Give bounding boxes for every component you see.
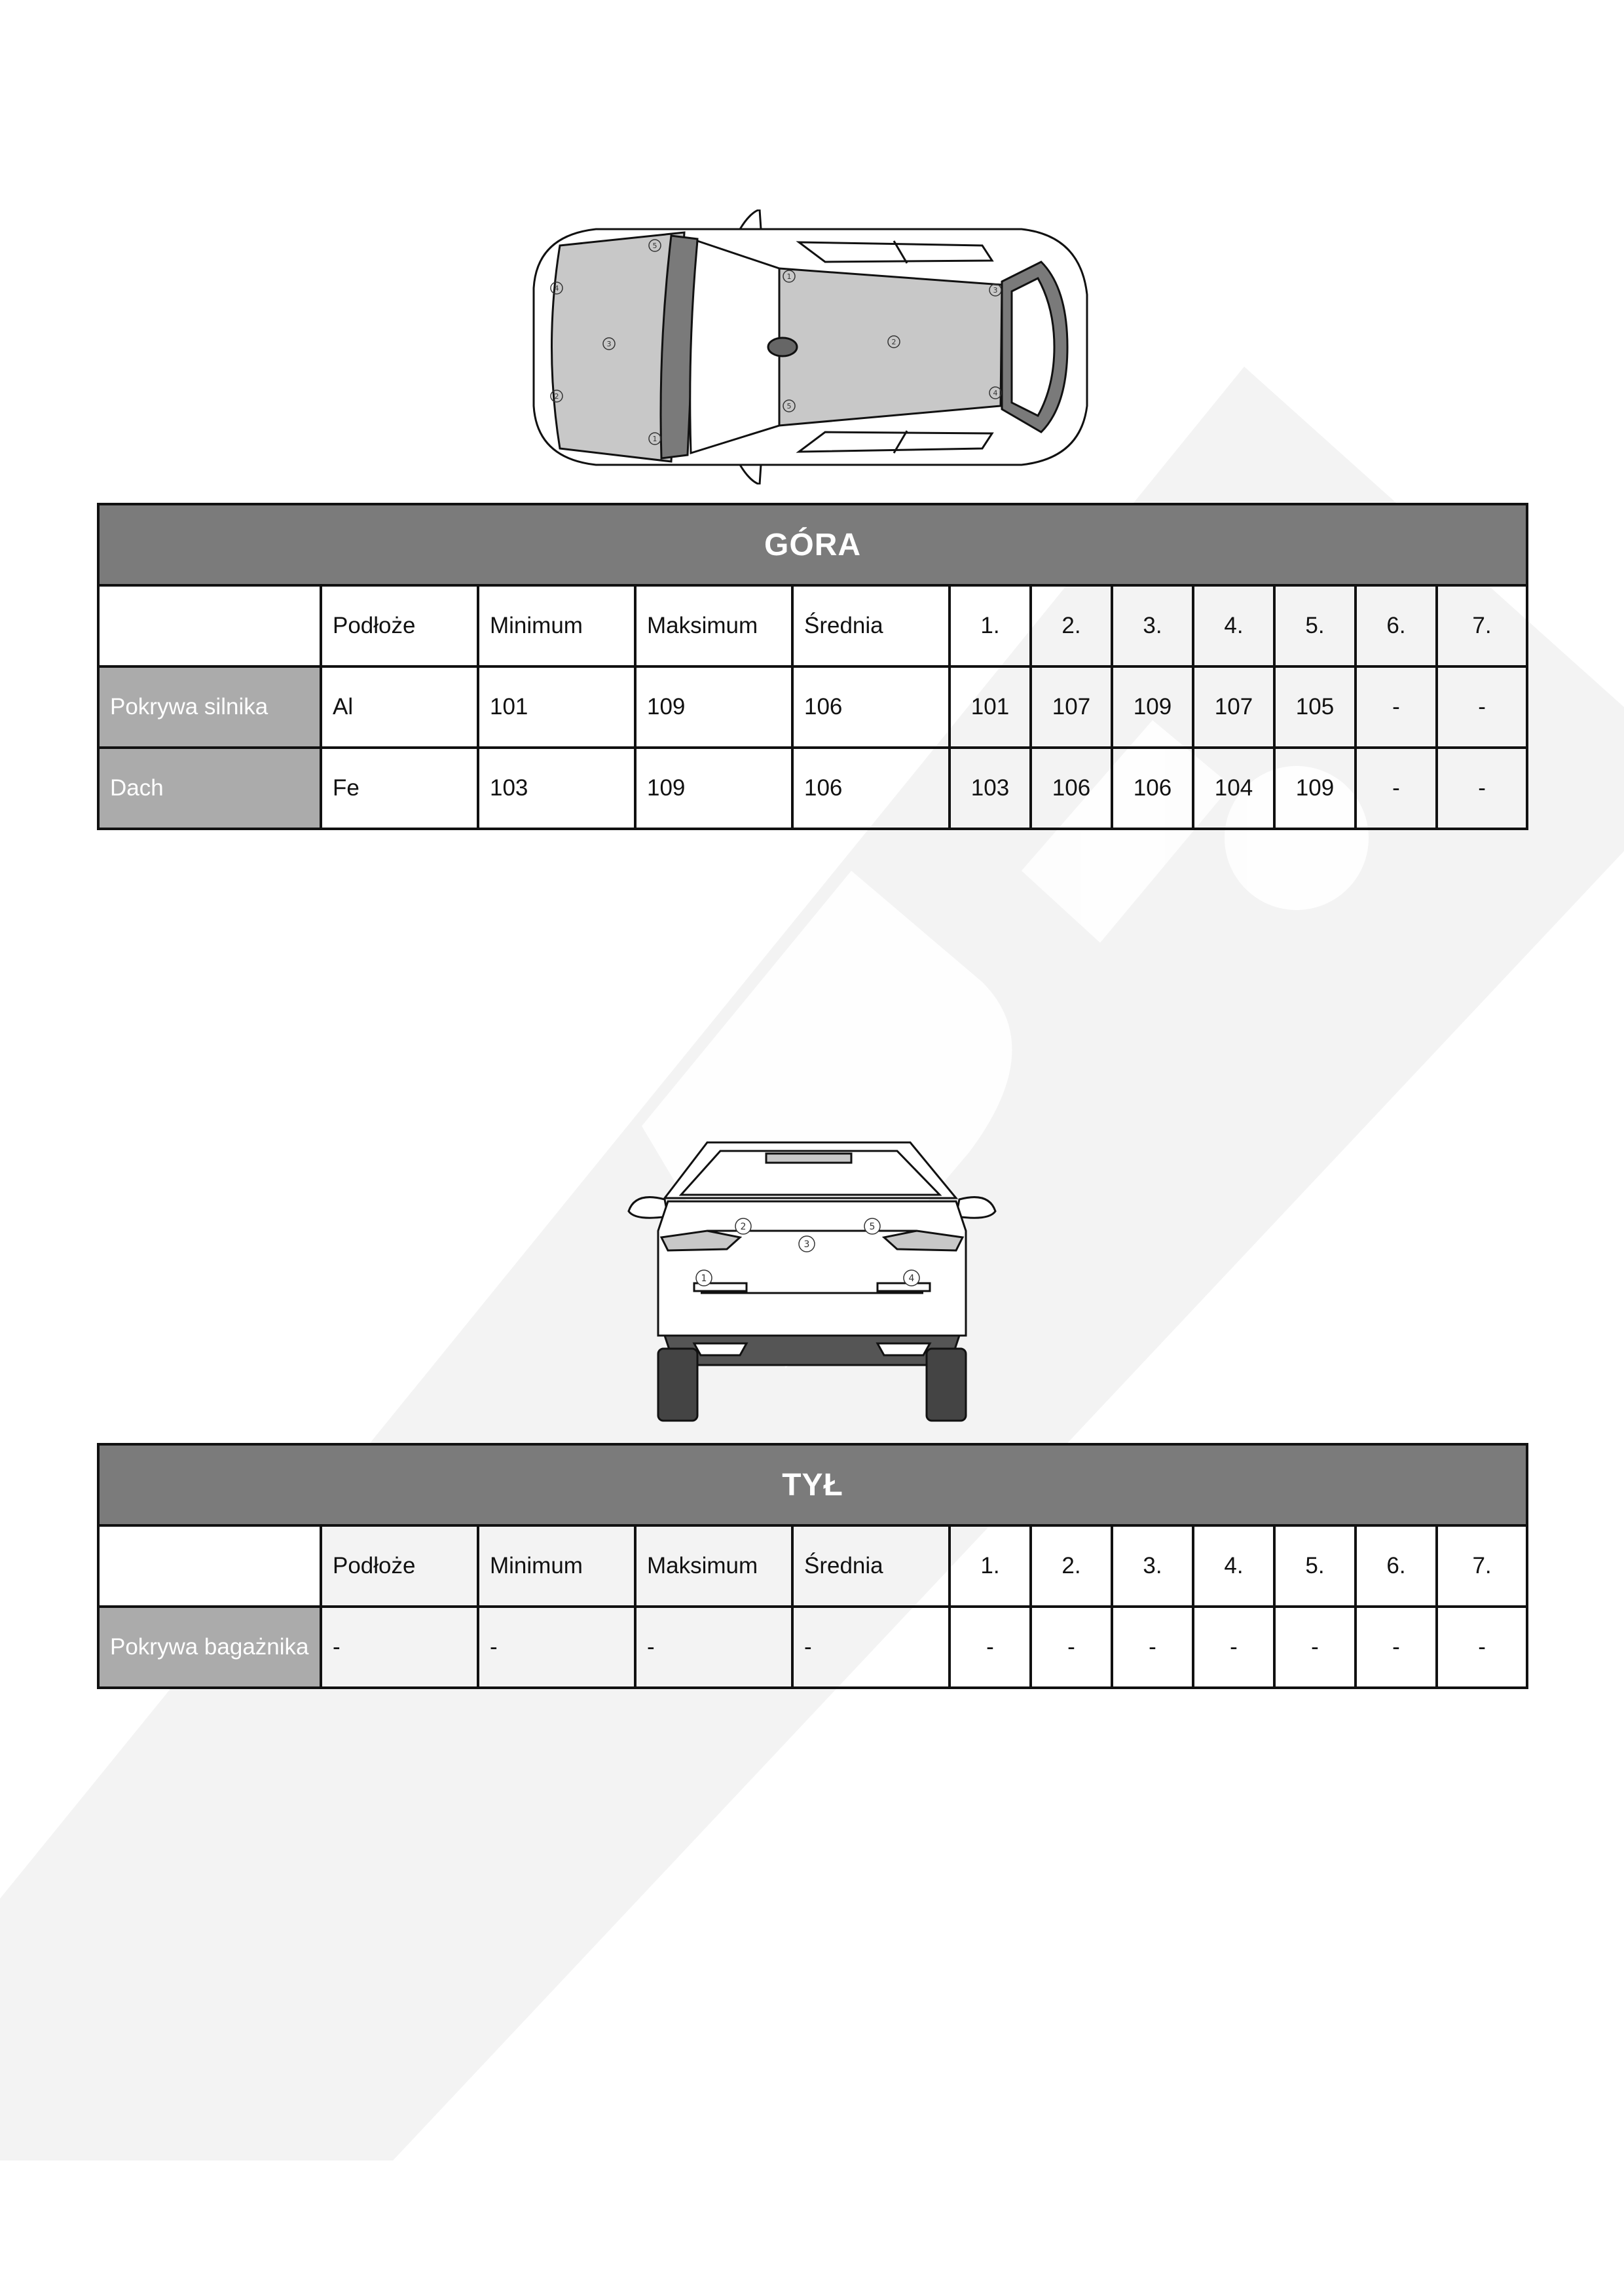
column-header: 7. bbox=[1437, 585, 1527, 666]
table-cell: 109 bbox=[1112, 666, 1193, 748]
empty-header-cell bbox=[98, 1525, 321, 1607]
column-header: Minimum bbox=[478, 585, 635, 666]
table-cell: - bbox=[478, 1607, 635, 1688]
column-header-row bbox=[98, 585, 1527, 666]
table-cell: - bbox=[1356, 666, 1437, 748]
column-header: Podłoże bbox=[321, 585, 478, 666]
empty-header-cell bbox=[98, 585, 321, 666]
svg-text:4: 4 bbox=[993, 389, 998, 397]
table-cell: - bbox=[1112, 1607, 1193, 1688]
section-title: TYŁ bbox=[98, 1444, 1527, 1525]
measurement-table-top bbox=[97, 503, 1528, 830]
column-header: Maksimum bbox=[635, 1525, 792, 1607]
section-title: GÓRA bbox=[98, 504, 1527, 585]
column-header: 2. bbox=[1031, 1525, 1112, 1607]
measurement-point-marker bbox=[799, 1236, 815, 1252]
table-cell: 109 bbox=[1274, 748, 1356, 829]
table-row bbox=[98, 666, 1527, 748]
column-header: Średnia bbox=[792, 1525, 950, 1607]
svg-text:3: 3 bbox=[606, 340, 612, 348]
svg-text:4: 4 bbox=[554, 284, 559, 293]
table-cell: 107 bbox=[1193, 666, 1274, 748]
table-cell: 106 bbox=[1031, 748, 1112, 829]
column-header: 3. bbox=[1112, 585, 1193, 666]
table-cell: 104 bbox=[1193, 748, 1274, 829]
svg-text:5: 5 bbox=[869, 1222, 876, 1232]
car-rear-view-icon bbox=[629, 1142, 995, 1421]
car-top-diagram bbox=[524, 210, 1100, 484]
car-rear-diagram bbox=[609, 1139, 1015, 1427]
row-label: Dach bbox=[98, 748, 321, 829]
table-cell: - bbox=[1356, 748, 1437, 829]
column-header: 2. bbox=[1031, 585, 1112, 666]
table-cell: 105 bbox=[1274, 666, 1356, 748]
table-cell: 106 bbox=[792, 748, 950, 829]
column-header: 3. bbox=[1112, 1525, 1193, 1607]
svg-text:4: 4 bbox=[908, 1273, 915, 1284]
table-cell: 109 bbox=[635, 666, 792, 748]
table-cell: - bbox=[950, 1607, 1031, 1688]
table-cell: 106 bbox=[792, 666, 950, 748]
table-row bbox=[98, 748, 1527, 829]
table-cell: - bbox=[321, 1607, 478, 1688]
table-cell: - bbox=[792, 1607, 950, 1688]
table-cell: 106 bbox=[1112, 748, 1193, 829]
column-header: 6. bbox=[1356, 1525, 1437, 1607]
column-header: 5. bbox=[1274, 585, 1356, 666]
svg-text:5: 5 bbox=[652, 242, 657, 250]
column-header: Maksimum bbox=[635, 585, 792, 666]
svg-text:3: 3 bbox=[993, 286, 998, 295]
table-cell: 107 bbox=[1031, 666, 1112, 748]
measurement-point-marker bbox=[864, 1218, 880, 1234]
column-header: 4. bbox=[1193, 585, 1274, 666]
table-cell: 103 bbox=[478, 748, 635, 829]
table-cell: - bbox=[1437, 1607, 1527, 1688]
table-cell: Al bbox=[321, 666, 478, 748]
svg-text:1: 1 bbox=[786, 272, 792, 281]
table-cell: 101 bbox=[478, 666, 635, 748]
column-header: Średnia bbox=[792, 585, 950, 666]
table-cell: 101 bbox=[950, 666, 1031, 748]
svg-text:2: 2 bbox=[554, 392, 559, 401]
table-row bbox=[98, 1607, 1527, 1688]
svg-text:2: 2 bbox=[891, 338, 896, 346]
table-cell: - bbox=[1193, 1607, 1274, 1688]
svg-text:5: 5 bbox=[786, 402, 792, 410]
measurement-point-marker bbox=[904, 1270, 919, 1286]
table-cell: - bbox=[1437, 748, 1527, 829]
table-cell: - bbox=[635, 1607, 792, 1688]
svg-text:1: 1 bbox=[701, 1273, 707, 1284]
column-header: 6. bbox=[1356, 585, 1437, 666]
svg-text:1: 1 bbox=[652, 435, 657, 443]
column-header: Minimum bbox=[478, 1525, 635, 1607]
table-cell: 103 bbox=[950, 748, 1031, 829]
column-header: 5. bbox=[1274, 1525, 1356, 1607]
table-cell: Fe bbox=[321, 748, 478, 829]
column-header: 4. bbox=[1193, 1525, 1274, 1607]
svg-text:2: 2 bbox=[740, 1222, 747, 1232]
column-header: 1. bbox=[950, 585, 1031, 666]
column-header: 1. bbox=[950, 1525, 1031, 1607]
measurement-point-marker bbox=[735, 1218, 751, 1234]
measurement-point-marker bbox=[696, 1270, 712, 1286]
row-label: Pokrywa bagażnika bbox=[98, 1607, 321, 1688]
car-top-view-icon bbox=[534, 210, 1087, 484]
svg-text:3: 3 bbox=[803, 1239, 810, 1250]
table-cell: 109 bbox=[635, 748, 792, 829]
row-label: Pokrywa silnika bbox=[98, 666, 321, 748]
column-header-row bbox=[98, 1525, 1527, 1607]
table-cell: - bbox=[1437, 666, 1527, 748]
column-header: 7. bbox=[1437, 1525, 1527, 1607]
table-cell: - bbox=[1274, 1607, 1356, 1688]
measurement-table-rear bbox=[97, 1443, 1528, 1689]
column-header: Podłoże bbox=[321, 1525, 478, 1607]
table-cell: - bbox=[1031, 1607, 1112, 1688]
table-cell: - bbox=[1356, 1607, 1437, 1688]
